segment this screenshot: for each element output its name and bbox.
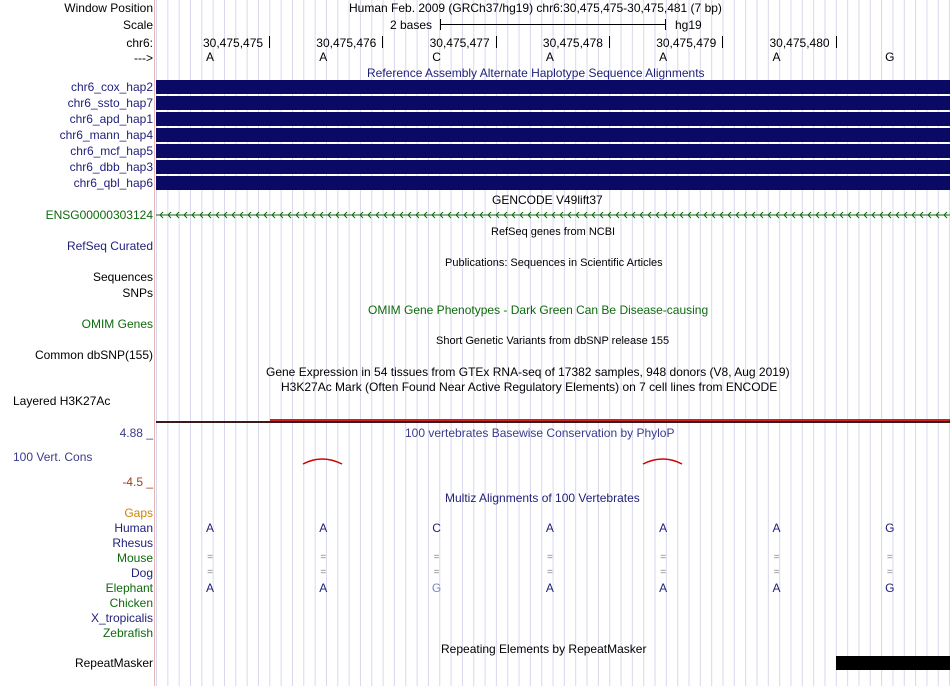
sequences-label[interactable]: Sequences bbox=[92, 270, 153, 284]
gtex-title: Gene Expression in 54 tissues from GTEx RNA-seq of 17382 samples, 948 donors (V8, Aug 2019) bbox=[266, 365, 790, 379]
alignment-base: = bbox=[773, 552, 780, 563]
alignment-base: A bbox=[772, 581, 781, 595]
omim-title: OMIM Gene Phenotypes - Dark Green Can Be Disease-causing bbox=[368, 303, 709, 317]
conservation-label[interactable]: 100 Vert. Cons bbox=[13, 450, 93, 464]
ruler-tick bbox=[496, 36, 497, 48]
alignment-base: = bbox=[207, 552, 213, 563]
alignment-base: = bbox=[660, 552, 667, 563]
alignment-base: = bbox=[433, 567, 440, 578]
haplotype-alignment-bar[interactable] bbox=[156, 112, 950, 126]
reference-base: A bbox=[659, 50, 668, 64]
browser-title[interactable]: Human Feb. 2009 (GRCh37/hg19) chr6:30,475,475-30,475,481 (7 bp) bbox=[349, 1, 722, 15]
window-position-label: Window Position bbox=[64, 1, 153, 15]
alignment-base: = bbox=[773, 567, 780, 578]
ruler-position: 30,475,476 bbox=[316, 36, 377, 50]
alignment-base: A bbox=[205, 581, 214, 595]
haplotype-alignment-bar[interactable] bbox=[156, 160, 950, 174]
alignment-base: C bbox=[432, 521, 441, 535]
alignment-base: A bbox=[659, 521, 668, 535]
gencode-gene-track[interactable] bbox=[156, 208, 950, 222]
refseq-title: RefSeq genes from NCBI bbox=[491, 226, 616, 238]
multiz-gaps-label[interactable]: Gaps bbox=[124, 506, 153, 520]
haplotype-alignment-bar[interactable] bbox=[156, 144, 950, 158]
snps-label[interactable]: SNPs bbox=[122, 286, 153, 300]
haplotype-alignment-bar[interactable] bbox=[156, 80, 950, 94]
ruler-tick bbox=[722, 36, 723, 48]
refseq-label[interactable]: RefSeq Curated bbox=[66, 239, 153, 253]
label-divider bbox=[154, 0, 155, 686]
alignment-base: = bbox=[433, 552, 440, 563]
ruler-tick bbox=[609, 36, 610, 48]
gencode-title: GENCODE V49lift37 bbox=[492, 193, 603, 207]
scale-label: Scale bbox=[122, 18, 153, 32]
alignment-base: = bbox=[886, 552, 893, 563]
alignment-base: A bbox=[659, 581, 668, 595]
species-label-rhesus[interactable]: Rhesus bbox=[112, 536, 153, 550]
alignment-base: G bbox=[431, 581, 442, 595]
species-label-mouse[interactable]: Mouse bbox=[116, 551, 153, 565]
species-label-chicken[interactable]: Chicken bbox=[109, 596, 153, 610]
haplotype-label[interactable]: chr6_cox_hap2 bbox=[70, 80, 153, 94]
conservation-max: 4.88 _ bbox=[119, 426, 153, 440]
species-label-elephant[interactable]: Elephant bbox=[105, 581, 153, 595]
omim-label[interactable]: OMIM Genes bbox=[81, 317, 153, 331]
conservation-plot[interactable] bbox=[156, 440, 950, 484]
multiz-title: Multiz Alignments of 100 Vertebrates bbox=[445, 491, 640, 505]
ruler-tick bbox=[836, 36, 837, 48]
assembly-name: hg19 bbox=[675, 18, 702, 32]
haplotype-alignment-bar[interactable] bbox=[156, 176, 950, 190]
alignment-base: G bbox=[885, 581, 895, 595]
haplotype-label[interactable]: chr6_mann_hap4 bbox=[59, 128, 153, 142]
reference-base: A bbox=[545, 50, 554, 64]
alignment-base: A bbox=[772, 521, 781, 535]
dbsnp-label[interactable]: Common dbSNP(155) bbox=[34, 348, 153, 362]
haplotype-alignment-bar[interactable] bbox=[156, 128, 950, 142]
alignment-base: = bbox=[886, 567, 893, 578]
ruler-position: 30,475,477 bbox=[429, 36, 490, 50]
h3k27ac-label[interactable]: Layered H3K27Ac bbox=[13, 394, 111, 408]
alignment-base: A bbox=[205, 521, 214, 535]
gencode-gene-label[interactable]: ENSG00000303124 bbox=[45, 208, 153, 222]
repeatmasker-label[interactable]: RepeatMasker bbox=[74, 656, 153, 670]
conservation-title: 100 vertebrates Basewise Conservation by PhyloP bbox=[405, 426, 675, 440]
ruler-tick bbox=[382, 36, 383, 48]
species-label-zebrafish[interactable]: Zebrafish bbox=[102, 626, 153, 640]
reference-base: A bbox=[772, 50, 781, 64]
alignment-base: = bbox=[320, 567, 327, 578]
alignment-base: = bbox=[207, 567, 213, 578]
species-label-dog[interactable]: Dog bbox=[130, 566, 153, 580]
species-label-human[interactable]: Human bbox=[114, 521, 153, 535]
reference-base: C bbox=[432, 50, 441, 64]
alignment-base: A bbox=[545, 581, 554, 595]
alignment-base: = bbox=[546, 552, 553, 563]
strand-arrow-label[interactable]: ---> bbox=[134, 51, 153, 65]
ruler-position: 30,475,475 bbox=[203, 36, 264, 50]
alignment-base: A bbox=[319, 581, 328, 595]
haplotype-label[interactable]: chr6_mcf_hap5 bbox=[70, 144, 153, 158]
species-label-x-tropicalis[interactable]: X_tropicalis bbox=[90, 611, 153, 625]
ruler-position: 30,475,479 bbox=[656, 36, 717, 50]
alignment-base: A bbox=[545, 521, 554, 535]
scale-text: 2 bases bbox=[390, 18, 433, 32]
haplotype-label[interactable]: chr6_apd_hap1 bbox=[69, 112, 153, 126]
ruler-tick bbox=[269, 36, 270, 48]
alt-haplotype-title: Reference Assembly Alternate Haplotype Sequence Alignments bbox=[367, 66, 705, 80]
ruler-position: 30,475,480 bbox=[769, 36, 830, 50]
reference-base: G bbox=[885, 50, 895, 64]
alignment-base: G bbox=[885, 521, 895, 535]
alignment-base: = bbox=[546, 567, 553, 578]
chrom-label: chr6: bbox=[126, 36, 153, 50]
h3k27ac-title: H3K27Ac Mark (Often Found Near Active Regulatory Elements) on 7 cell lines from ENCODE bbox=[281, 380, 778, 394]
repeatmasker-title: Repeating Elements by RepeatMasker bbox=[441, 642, 647, 656]
alignment-base: A bbox=[319, 521, 328, 535]
haplotype-label[interactable]: chr6_ssto_hap7 bbox=[67, 96, 153, 110]
conservation-min: -4.5 _ bbox=[122, 475, 153, 489]
alignment-base: = bbox=[320, 552, 327, 563]
repeat-element[interactable] bbox=[836, 656, 950, 670]
ruler-position: 30,475,478 bbox=[542, 36, 603, 50]
dbsnp-title: Short Genetic Variants from dbSNP release 155 bbox=[436, 335, 670, 347]
haplotype-label[interactable]: chr6_qbl_hap6 bbox=[73, 176, 153, 190]
reference-base: A bbox=[319, 50, 328, 64]
reference-base: A bbox=[205, 50, 214, 64]
publications-title: Publications: Sequences in Scientific Articles bbox=[445, 257, 663, 269]
alignment-base: = bbox=[660, 567, 667, 578]
haplotype-label[interactable]: chr6_dbb_hap3 bbox=[69, 160, 153, 174]
haplotype-alignment-bar[interactable] bbox=[156, 96, 950, 110]
